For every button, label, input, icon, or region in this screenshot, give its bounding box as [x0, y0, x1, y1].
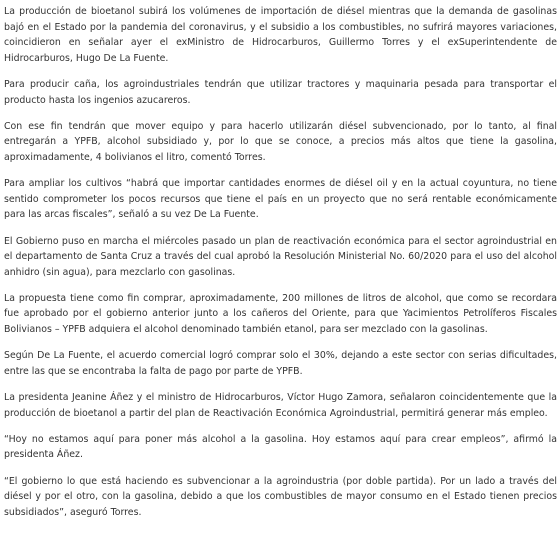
paragraph-9: “Hoy no estamos aquí para poner más alcohol a la gasolina. Hoy estamos aquí para crear empleos”, afirmó la presidenta Áñez. [4, 433, 557, 461]
paragraph-10: “El gobierno lo que está haciendo es subvencionar a la agroindustria (por doble partida). Por un lado a través del diésel y por el otro, con la gasolina, debido a que los combustibles de mayor consumo en el Estado tienen precios subsidiados”, aseguró Torres. [4, 475, 557, 518]
paragraph-7: Según De La Fuente, el acuerdo comercial logró comprar solo el 30%, dejando a este sector con serias dificultades, entre las que se encontraba la falta de pago por parte de YPFB. [4, 350, 557, 377]
paragraph-1: La producción de bioetanol subirá los volúmenes de importación de diésel mientras que la demanda de gasolinas bajó en el Estado por la pandemia del coronavirus, y el subsidio a los combustibles, no sufrirá mayores variaciones, coincidieron en señalar ayer el exMinistro de Hidrocarburos, Guillermo Torres y el exSuperintendente de Hidrocarburos, Hugo De La Fuente. [4, 6, 557, 64]
paragraph-2: Para producir caña, los agroindustriales tendrán que utilizar tractores y maquinaria pesada para transportar el producto hasta los ingenios azucareros. [4, 78, 557, 106]
paragraph-3: Con ese fin tendrán que mover equipo y para hacerlo utilizarán diésel subvencionado, por lo tanto, al final entregarán a YPFB, alcohol subsidiado y, por lo que se conoce, a precios más altos que tiene la gasolina, aproximadamente, 4 bolivianos el litro, comentó Torres. [4, 120, 557, 163]
paragraph-6: La propuesta tiene como fin comprar, aproximadamente, 200 millones de litros de alcohol, que como se recordara fue aprobado por el gobierno anterior junto a los cañeros del Oriente, para que Yacimientos Petrolíferos Fiscales Bolivianos – YPFB adquiera el alcohol denominado también etanol, para ser mezclado con la gasolinas. [4, 292, 557, 336]
paragraph-4: Para ampliar los cultivos “habrá que importar cantidades enormes de diésel oil y en la actual coyuntura, no tiene sentido comprometer los pocos recursos que tiene el país en un proyecto que no será rentable económicamente para las arcas fiscales”, señaló a su vez De La Fuente. [4, 178, 557, 221]
paragraph-8: La presidenta Jeanine Áñez y el ministro de Hidrocarburos, Víctor Hugo Zamora, señalaron coincidentemente que la producción de bioetanol a partir del plan de Reactivación Económica Agroindustrial, permitirá generar más empleo. [4, 392, 557, 419]
paragraph-5: El Gobierno puso en marcha el miércoles pasado un plan de reactivación económica para el sector agroindustrial en el departamento de Santa Cruz a través del cual aprobó la Resolución Ministerial No. 60/2020 para el uso del alcohol anhidro (sin agua), para mezclarlo con gasolinas. [4, 235, 557, 278]
